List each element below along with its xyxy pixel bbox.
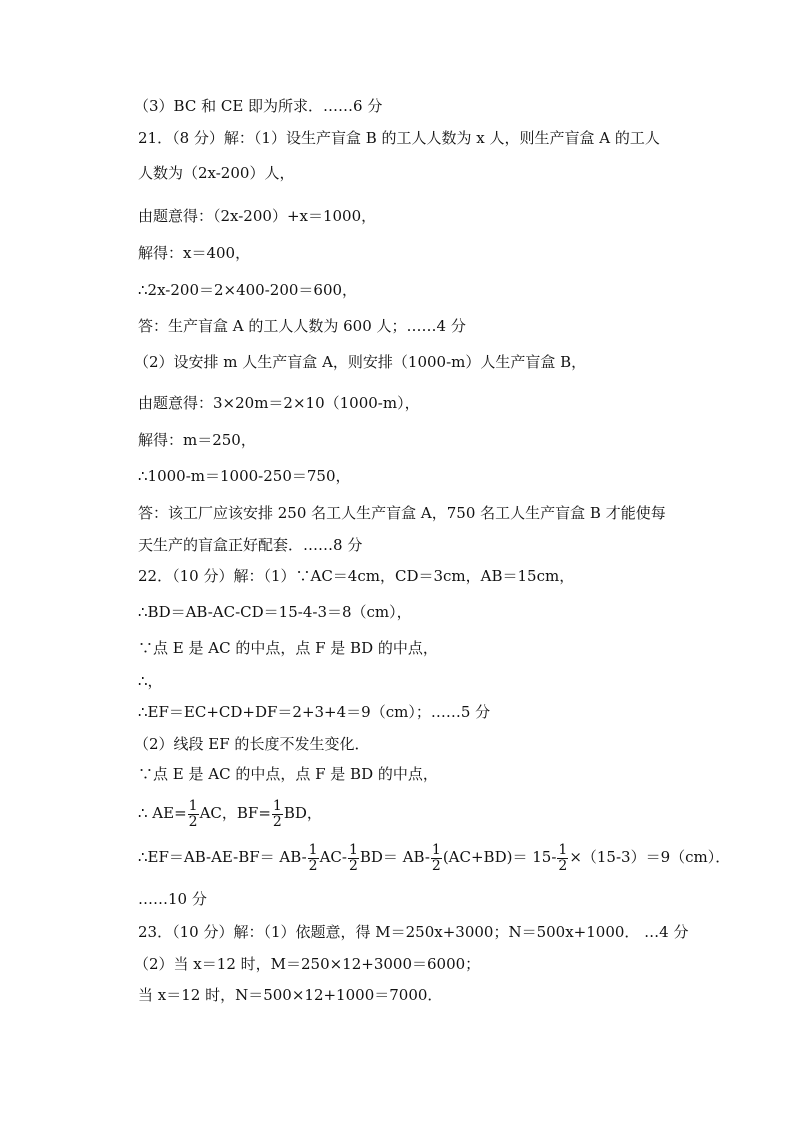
- text-line: 由题意得：3×20m＝2×10（1000-m），: [138, 394, 420, 412]
- formula-text: (AC+BD)＝ 15-: [442, 848, 557, 866]
- text-line: 答：生产盲盒 A 的工人人数为 600 人；……4 分: [138, 317, 466, 335]
- formula-line-ef: [138, 842, 734, 874]
- text-line: 23．（10 分）解：（1）依题意，得 M＝250x+3000；N＝500x+1000． …4 分: [138, 923, 689, 941]
- formula-text: AC，BF=: [199, 804, 271, 822]
- text-line: ……10 分: [138, 890, 207, 908]
- text-line: 答：该工厂应该安排 250 名工人生产盲盒 A，750 名工人生产盲盒 B 才能使每: [138, 504, 666, 522]
- text-line: 天生产的盲盒正好配套．……8 分: [138, 536, 363, 554]
- formula-text: AC-: [319, 848, 347, 866]
- text-line: 解得：x＝400，: [138, 244, 251, 262]
- formula-text: ∴EF＝AB-AE-BF＝ AB-: [138, 848, 307, 866]
- text-line: ∴，: [138, 672, 163, 690]
- formula-text: ×（15-3）＝9（cm）．: [569, 848, 731, 866]
- text-line: （2）当 x＝12 时，M＝250×12+3000＝6000；: [134, 955, 481, 973]
- text-line: ∴2x-200＝2×400-200＝600，: [138, 281, 358, 299]
- text-line: 当 x＝12 时，N＝500×12+1000＝7000．: [138, 986, 443, 1004]
- fraction-half: $\frac{1}{2}$: [272, 797, 282, 830]
- fraction-half: $\frac{1}{2}$: [308, 841, 318, 874]
- text-line: 21．（8 分）解：（1）设生产盲盒 B 的工人人数为 x 人，则生产盲盒 A 的工人: [138, 129, 660, 147]
- fraction-half: $\frac{1}{2}$: [188, 797, 198, 830]
- text-line: 解得：m＝250，: [138, 431, 256, 449]
- text-line: （3）BC 和 CE 即为所求．……6 分: [134, 97, 383, 115]
- text-line: ∵点 E 是 AC 的中点，点 F 是 BD 的中点，: [138, 639, 438, 657]
- text-line: ∴1000-m＝1000-250＝750，: [138, 467, 351, 485]
- fraction-half: $\frac{1}{2}$: [348, 841, 358, 874]
- text-line: （2）设安排 m 人生产盲盒 A，则安排（1000-m）人生产盲盒 B，: [134, 353, 587, 371]
- formula-text: BD，: [283, 804, 322, 822]
- text-line: 人数为（2x-200）人，: [138, 164, 295, 182]
- text-line: 22．（10 分）解：（1）∵AC＝4cm，CD＝3cm，AB＝15cm，: [138, 567, 575, 585]
- fraction-half: $\frac{1}{2}$: [431, 841, 441, 874]
- text-line: 由题意得：（2x-200）+x＝1000，: [138, 207, 377, 225]
- text-line: ∴BD＝AB-AC-CD＝15-4-3＝8（cm），: [138, 603, 412, 621]
- text-line: ∴EF＝EC+CD+DF＝2+3+4＝9（cm）；……5 分: [138, 703, 491, 721]
- text-line: ∵点 E 是 AC 的中点，点 F 是 BD 的中点，: [138, 765, 438, 783]
- fraction-half: $\frac{1}{2}$: [558, 841, 568, 874]
- formula-text: BD＝ AB-: [359, 848, 430, 866]
- formula-text: ∴ AE=: [138, 804, 187, 822]
- text-line: （2）线段 EF 的长度不发生变化．: [134, 735, 370, 753]
- formula-line-ae-bf: [138, 798, 734, 830]
